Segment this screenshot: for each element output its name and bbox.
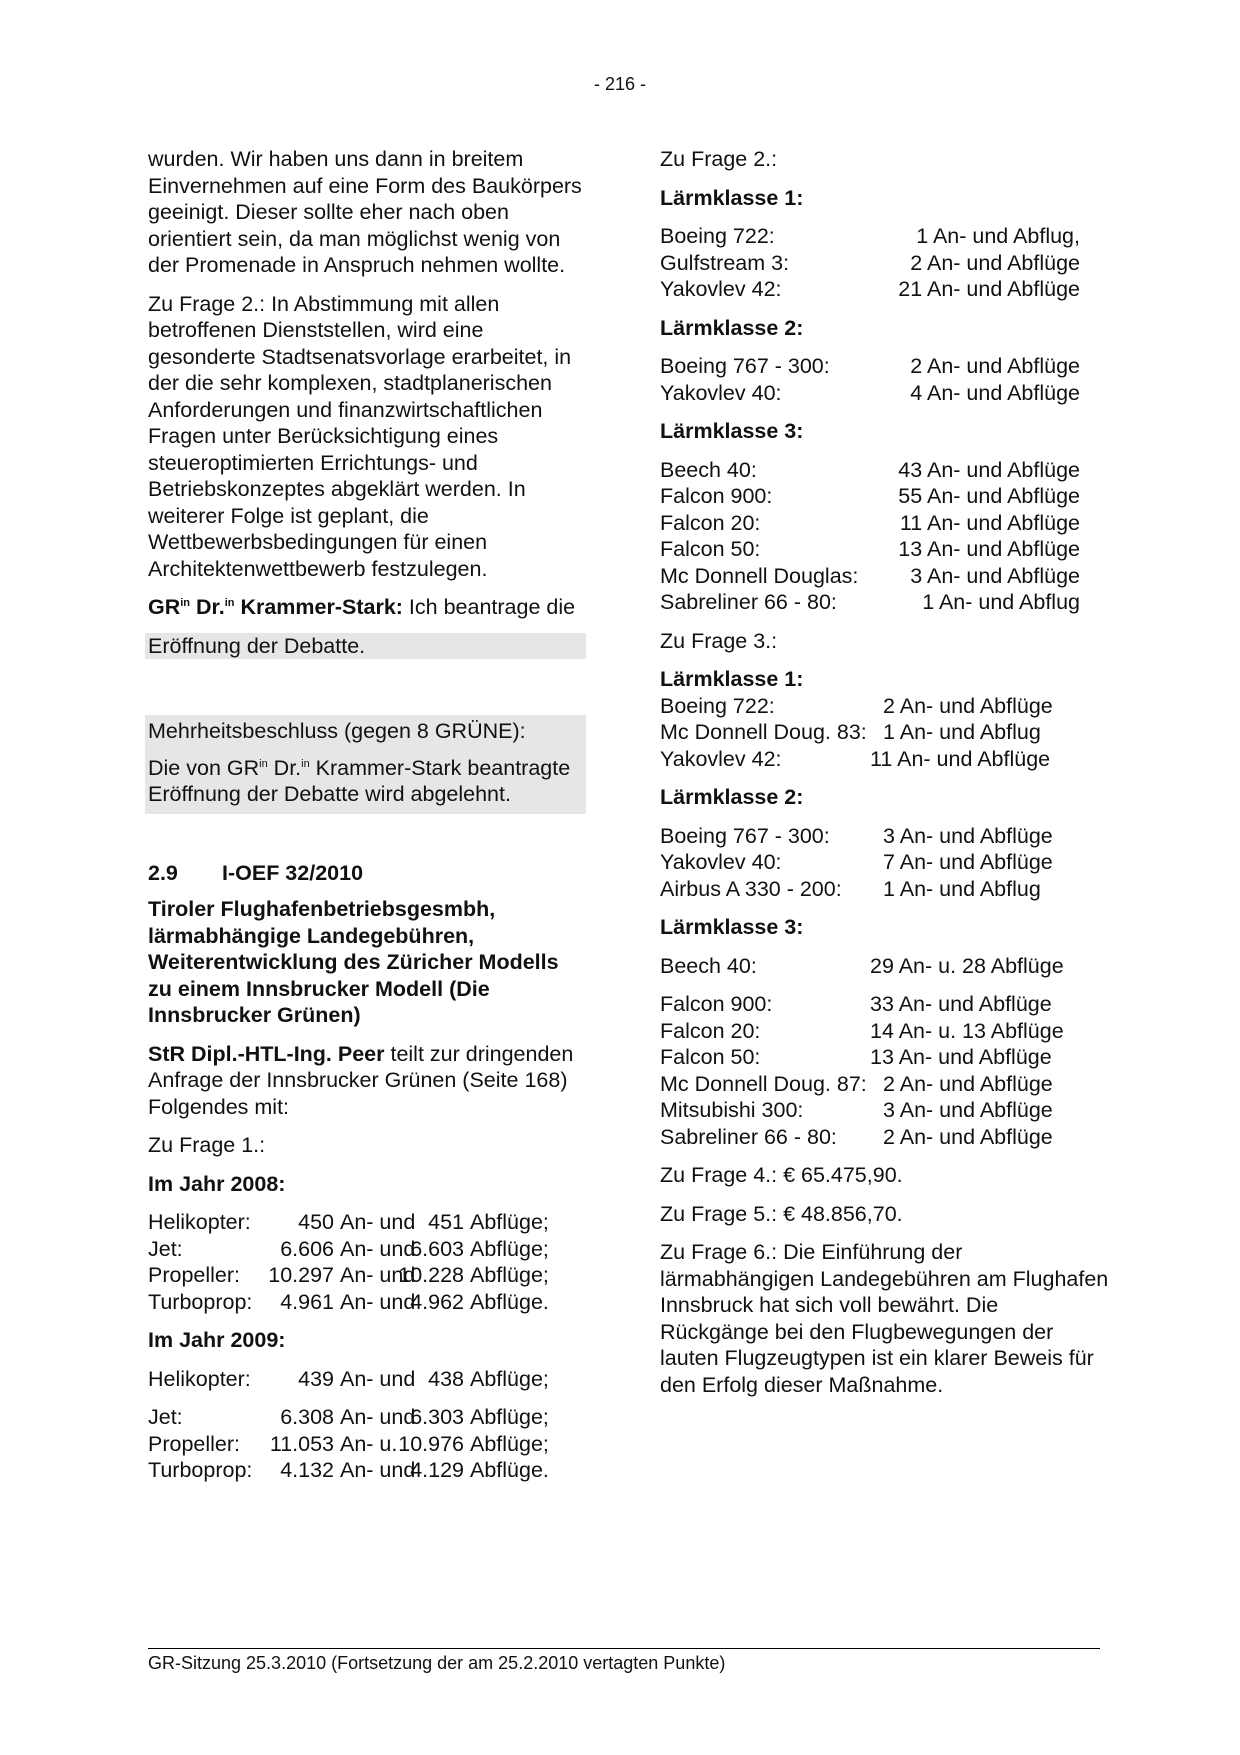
stats-row: Jet: 6.308 An- und 6.303 Abflüge; xyxy=(148,1405,549,1429)
aircraft-row: Falcon 900: 55 An- und Abflüge xyxy=(660,484,1080,508)
aircraft-row: Boeing 722: 2 An- und Abflüge xyxy=(660,693,1053,718)
left-column xyxy=(148,146,586,1484)
aircraft-row: Gulfstream 3: 2 An- und Abflüge xyxy=(660,250,1080,275)
stats-row: Propeller: 11.053 An- u. 10.976 Abflüge; xyxy=(148,1431,549,1456)
stats-row: Turboprop: 4.961 An- und 4.962 Abflüge. xyxy=(148,1289,549,1314)
aircraft-row: Falcon 20: 11 An- und Abflüge xyxy=(660,510,1080,535)
motion-highlight: Eröffnung der Debatte. xyxy=(145,633,586,660)
aircraft-list xyxy=(660,353,1110,406)
aircraft-row: Falcon 900: 33 An- und Abflüge xyxy=(660,992,1052,1016)
reply-speaker: StR Dipl.-HTL-Ing. Peer xyxy=(148,1041,385,1066)
aircraft-row: Falcon 20: 14 An- u. 13 Abflüge xyxy=(660,1018,1064,1043)
aircraft-row: Yakovlev 40: 4 An- und Abflüge xyxy=(660,380,1080,405)
noise-class-heading: Lärmklasse 2: xyxy=(660,315,804,340)
aircraft-row: Beech 40: 43 An- und Abflüge xyxy=(660,457,1080,482)
aircraft-row: Mc Donnell Douglas: 3 An- und Abflüge xyxy=(660,563,1080,588)
question-label: Zu Frage 2.: xyxy=(660,147,778,171)
aircraft-row: Falcon 50: 13 An- und Abflüge xyxy=(660,1045,1052,1069)
noise-class-heading: Lärmklasse 2: xyxy=(660,785,804,809)
reply-text: teilt zur dringenden Anfrage der Innsbrucker Grünen (Seite 168) Folgendes mit: xyxy=(148,1041,574,1119)
stats-row: Turboprop: 4.132 An- und 4.129 Abflüge. xyxy=(148,1458,549,1482)
aircraft-list xyxy=(660,457,1110,616)
aircraft-row: Mitsubishi 300: 3 An- und Abflüge xyxy=(660,1098,1053,1122)
aircraft-row: Yakovlev 42: 21 An- und Abflüge xyxy=(660,277,1080,301)
reply-paragraph xyxy=(148,1041,586,1121)
aircraft-row: Boeing 722: 1 An- und Abflug, xyxy=(660,224,1080,248)
aircraft-row: Sabreliner 66 - 80: 1 An- und Abflug xyxy=(660,590,1080,614)
resolution-text: Die von $GR^{in}$ Dr.$^{in}$ Krammer-Stark beantragte Eröffnung der Debatte wird abgelehnt. xyxy=(148,755,571,806)
page-number: - 216 - xyxy=(593,74,647,94)
speaker-paragraph xyxy=(148,594,586,621)
aircraft-list xyxy=(660,693,1110,773)
aircraft-row: Yakovlev 42: 11 An- und Abflüge xyxy=(660,746,1051,771)
question-label: Zu Frage 1.: xyxy=(148,1133,266,1157)
aircraft-row: Yakovlev 40: 7 An- und Abflüge xyxy=(660,850,1053,874)
speaker-title: $GR^{in}$ Dr.$^{in}$ Krammer-Stark: xyxy=(148,595,403,619)
stats-2009 xyxy=(148,1404,586,1484)
aircraft-row: Sabreliner 66 - 80: 2 An- und Abflüge xyxy=(660,1124,1053,1149)
stats-2008 xyxy=(148,1209,586,1315)
noise-class-heading: Lärmklasse 3: xyxy=(660,915,804,939)
aircraft-row: Airbus A 330 - 200: 1 An- und Abflug xyxy=(660,876,1041,901)
answer-paragraph: Zu Frage 6.: Die Einführung der lärmabhängigen Landegebühren am Flughafen Innsbruck hat sich voll bewährt. Die Rückgänge bei den Flugbewegungen der lauten Flugzeugtypen ist ein klarer Beweis für den Erfolg dieser Maßnahme. xyxy=(660,1240,1109,1397)
aircraft-row: Falcon 50: 13 An- und Abflüge xyxy=(660,537,1080,561)
speaker-text: Ich beantrage die xyxy=(402,595,576,619)
year-heading: Im Jahr 2009: xyxy=(148,1328,286,1352)
section-id: I-OEF 32/2010 xyxy=(222,860,364,885)
noise-class-heading: Lärmklasse 3: xyxy=(660,419,804,443)
aircraft-row: Boeing 767 - 300: 3 An- und Abflüge xyxy=(660,823,1053,848)
aircraft-row: Mc Donnell Doug. 83: 1 An- und Abflug xyxy=(660,720,1041,744)
resolution-box xyxy=(145,715,586,814)
stats-row: Jet: 6.606 An- und 6.603 Abflüge; xyxy=(148,1236,549,1261)
aircraft-list xyxy=(660,223,1110,303)
noise-class-heading: Lärmklasse 1: xyxy=(660,185,804,210)
section-title: Tiroler Flughafenbetriebsgesmbh, lärmabhängige Landegebühren, Weiterentwicklung des Züricher Modells zu einem Innsbrucker Modell (Die Innsbrucker Grünen) xyxy=(148,897,559,1027)
year-heading: Im Jahr 2008: xyxy=(148,1171,286,1196)
aircraft-list xyxy=(660,823,1110,903)
noise-class-heading: Lärmklasse 1: xyxy=(660,667,804,691)
aircraft-row: Boeing 767 - 300: 2 An- und Abflüge xyxy=(660,354,1080,378)
answer-paragraph: Zu Frage 4.: € 65.475,90. xyxy=(660,1163,903,1187)
answer-paragraph: Zu Frage 5.: € 48.856,70. xyxy=(660,1201,903,1226)
stats-row: Propeller: 10.297 An- und 10.228 Abflüge; xyxy=(148,1263,549,1287)
right-column xyxy=(660,146,1110,1410)
paragraph: Zu Frage 2.: In Abstimmung mit allen betroffenen Dienststellen, wird eine gesonderte Stadtsenatsvorlage erarbeitet, in der die sehr komplexen, stadtplanerischen Anforderungen und finanzwirtschaftlichen Fragen unter Berücksichtigung eines steueroptimierten Errichtungs- und Betriebskonzeptes abgeklärt werden. In weiterer Folge ist geplant, die Wettbewerbsbedingungen für einen Architektenwettbewerb festzulegen. xyxy=(148,291,572,581)
stats-row: Helikopter: 439 An- und 438 Abflüge; xyxy=(148,1366,549,1391)
aircraft-row: Mc Donnell Doug. 87: 2 An- und Abflüge xyxy=(660,1071,1053,1096)
question-label: Zu Frage 3.: xyxy=(660,628,778,653)
paragraph: wurden. Wir haben uns dann in breitem Einvernehmen auf eine Form des Baukörpers geeinigt. Dieser sollte eher nach oben orientiert sein, da man möglichst wenig von der Promenade in Anspruch nehmen wollte. xyxy=(148,147,582,277)
aircraft-row: Beech 40: 29 An- u. 28 Abflüge xyxy=(660,953,1064,978)
section-heading xyxy=(148,860,586,887)
page-footer: GR-Sitzung 25.3.2010 (Fortsetzung der am 25.2.2010 vertagten Punkte) xyxy=(148,1648,1100,1674)
resolution-heading: Mehrheitsbeschluss (gegen 8 GRÜNE): xyxy=(148,719,526,743)
stats-row: Helikopter: 450 An- und 451 Abflüge; xyxy=(148,1210,549,1234)
aircraft-list xyxy=(660,991,1110,1150)
section-number: 2.9 xyxy=(148,860,178,885)
